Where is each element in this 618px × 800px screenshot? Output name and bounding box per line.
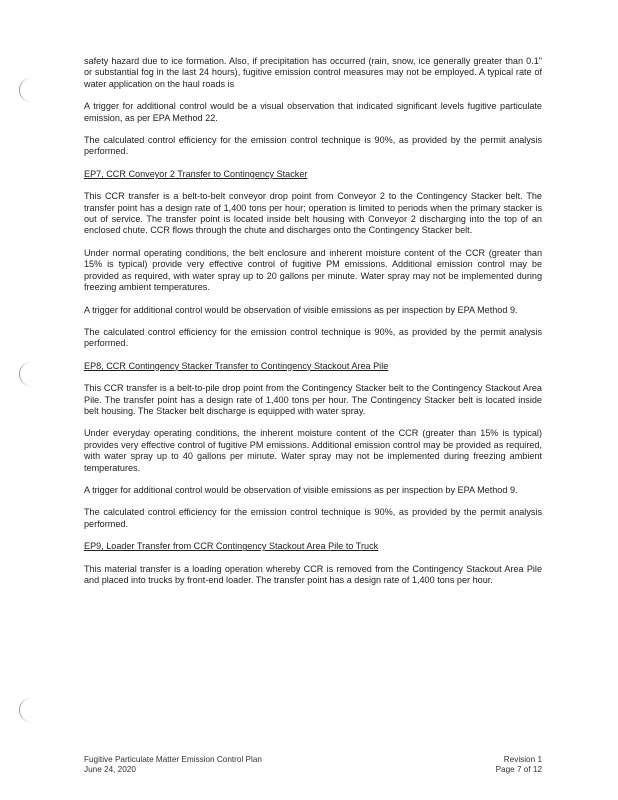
paragraph: A trigger for additional control would be observation of visible emissions as per inspection by EPA Method 9.	[84, 304, 518, 315]
paragraph: The calculated control efficiency for the emission control technique is 90%, as provided by the permit analysis performed.	[84, 135, 542, 157]
punch-hole-mark	[19, 78, 34, 102]
footer-right	[496, 755, 542, 774]
paragraph: safety hazard due to ice formation. Also, if precipitation has occurred (rain, snow, ice generally greater than 0.1" or substantial fog in the last 24 hours), fugitive emission control measures may not be employed. A typical rate of water application on the haul roads is	[84, 56, 542, 89]
section-heading-ep7: EP7, CCR Conveyor 2 Transfer to Contingency Stacker	[84, 168, 308, 179]
footer-document-title: Fugitive Particulate Matter Emission Control Plan	[84, 755, 262, 764]
paragraph: A trigger for additional control would be observation of visible emissions as per inspection by EPA Method 9.	[84, 484, 518, 495]
paragraph: Under everyday operating conditions, the inherent moisture content of the CCR (greater than 15% is typical) provides very effective control of fugitive PM emissions. Additional emission control may be provided as required, with water spray up to 40 gallons per minute. Water spray may not be implemented during freezing ambient temperatures.	[84, 428, 542, 473]
punch-hole-mark	[19, 698, 34, 722]
section-heading-ep9: EP9, Loader Transfer from CCR Contingency Stackout Area Pile to Truck	[84, 541, 379, 552]
paragraph: This CCR transfer is a belt-to-pile drop point from the Contingency Stacker belt to the Contingency Stackout Area Pile. The transfer point has a design rate of 1,400 tons per hour. The Contingency Stacker belt is located inside belt housing. The Stacker belt discharge is equipped with water spray.	[84, 383, 542, 416]
paragraph: This CCR transfer is a belt-to-belt conveyor drop point from Conveyor 2 to the Contingency Stacker belt. The transfer point has a design rate of 1,400 tons per hour; operation is limited to periods when the primary stacker is out of service. The transfer point is located inside belt housing with Conveyor 2 discharging into the top of an enclosed chute. CCR flows through the chute and discharges onto the Contingency Stacker belt.	[84, 191, 542, 236]
paragraph: A trigger for additional control would be a visual observation that indicated significant levels fugitive particulate emission, as per EPA Method 22.	[84, 101, 542, 123]
page-footer	[84, 755, 542, 774]
section-heading-ep8: EP8, CCR Contingency Stacker Transfer to Contingency Stackout Area Pile	[84, 360, 389, 371]
paragraph: The calculated control efficiency for the emission control technique is 90%, as provided by the permit analysis performed.	[84, 507, 542, 529]
footer-date: June 24, 2020	[84, 764, 136, 774]
document-body	[84, 56, 542, 597]
paragraph: The calculated control efficiency for the emission control technique is 90%, as provided by the permit analysis performed.	[84, 326, 542, 349]
footer-left	[84, 755, 262, 774]
paragraph: Under normal operating conditions, the belt enclosure and inherent moisture content of the CCR (greater than 15% is typical) provide very effective control of fugitive PM emissions. Additional emission control may be provided as required, with water spray up to 20 gallons per minute. Water spray may not be implemented during freezing ambient temperatures.	[84, 247, 542, 293]
footer-revision: Revision 1	[503, 755, 542, 764]
punch-hole-mark	[19, 362, 34, 386]
paragraph: This material transfer is a loading operation whereby CCR is removed from the Contingency Stackout Area Pile and placed into trucks by front-end loader. The transfer point has a design rate of 1,400 tons per hour.	[84, 563, 542, 585]
footer-page-number: Page 7 of 12	[495, 764, 542, 774]
